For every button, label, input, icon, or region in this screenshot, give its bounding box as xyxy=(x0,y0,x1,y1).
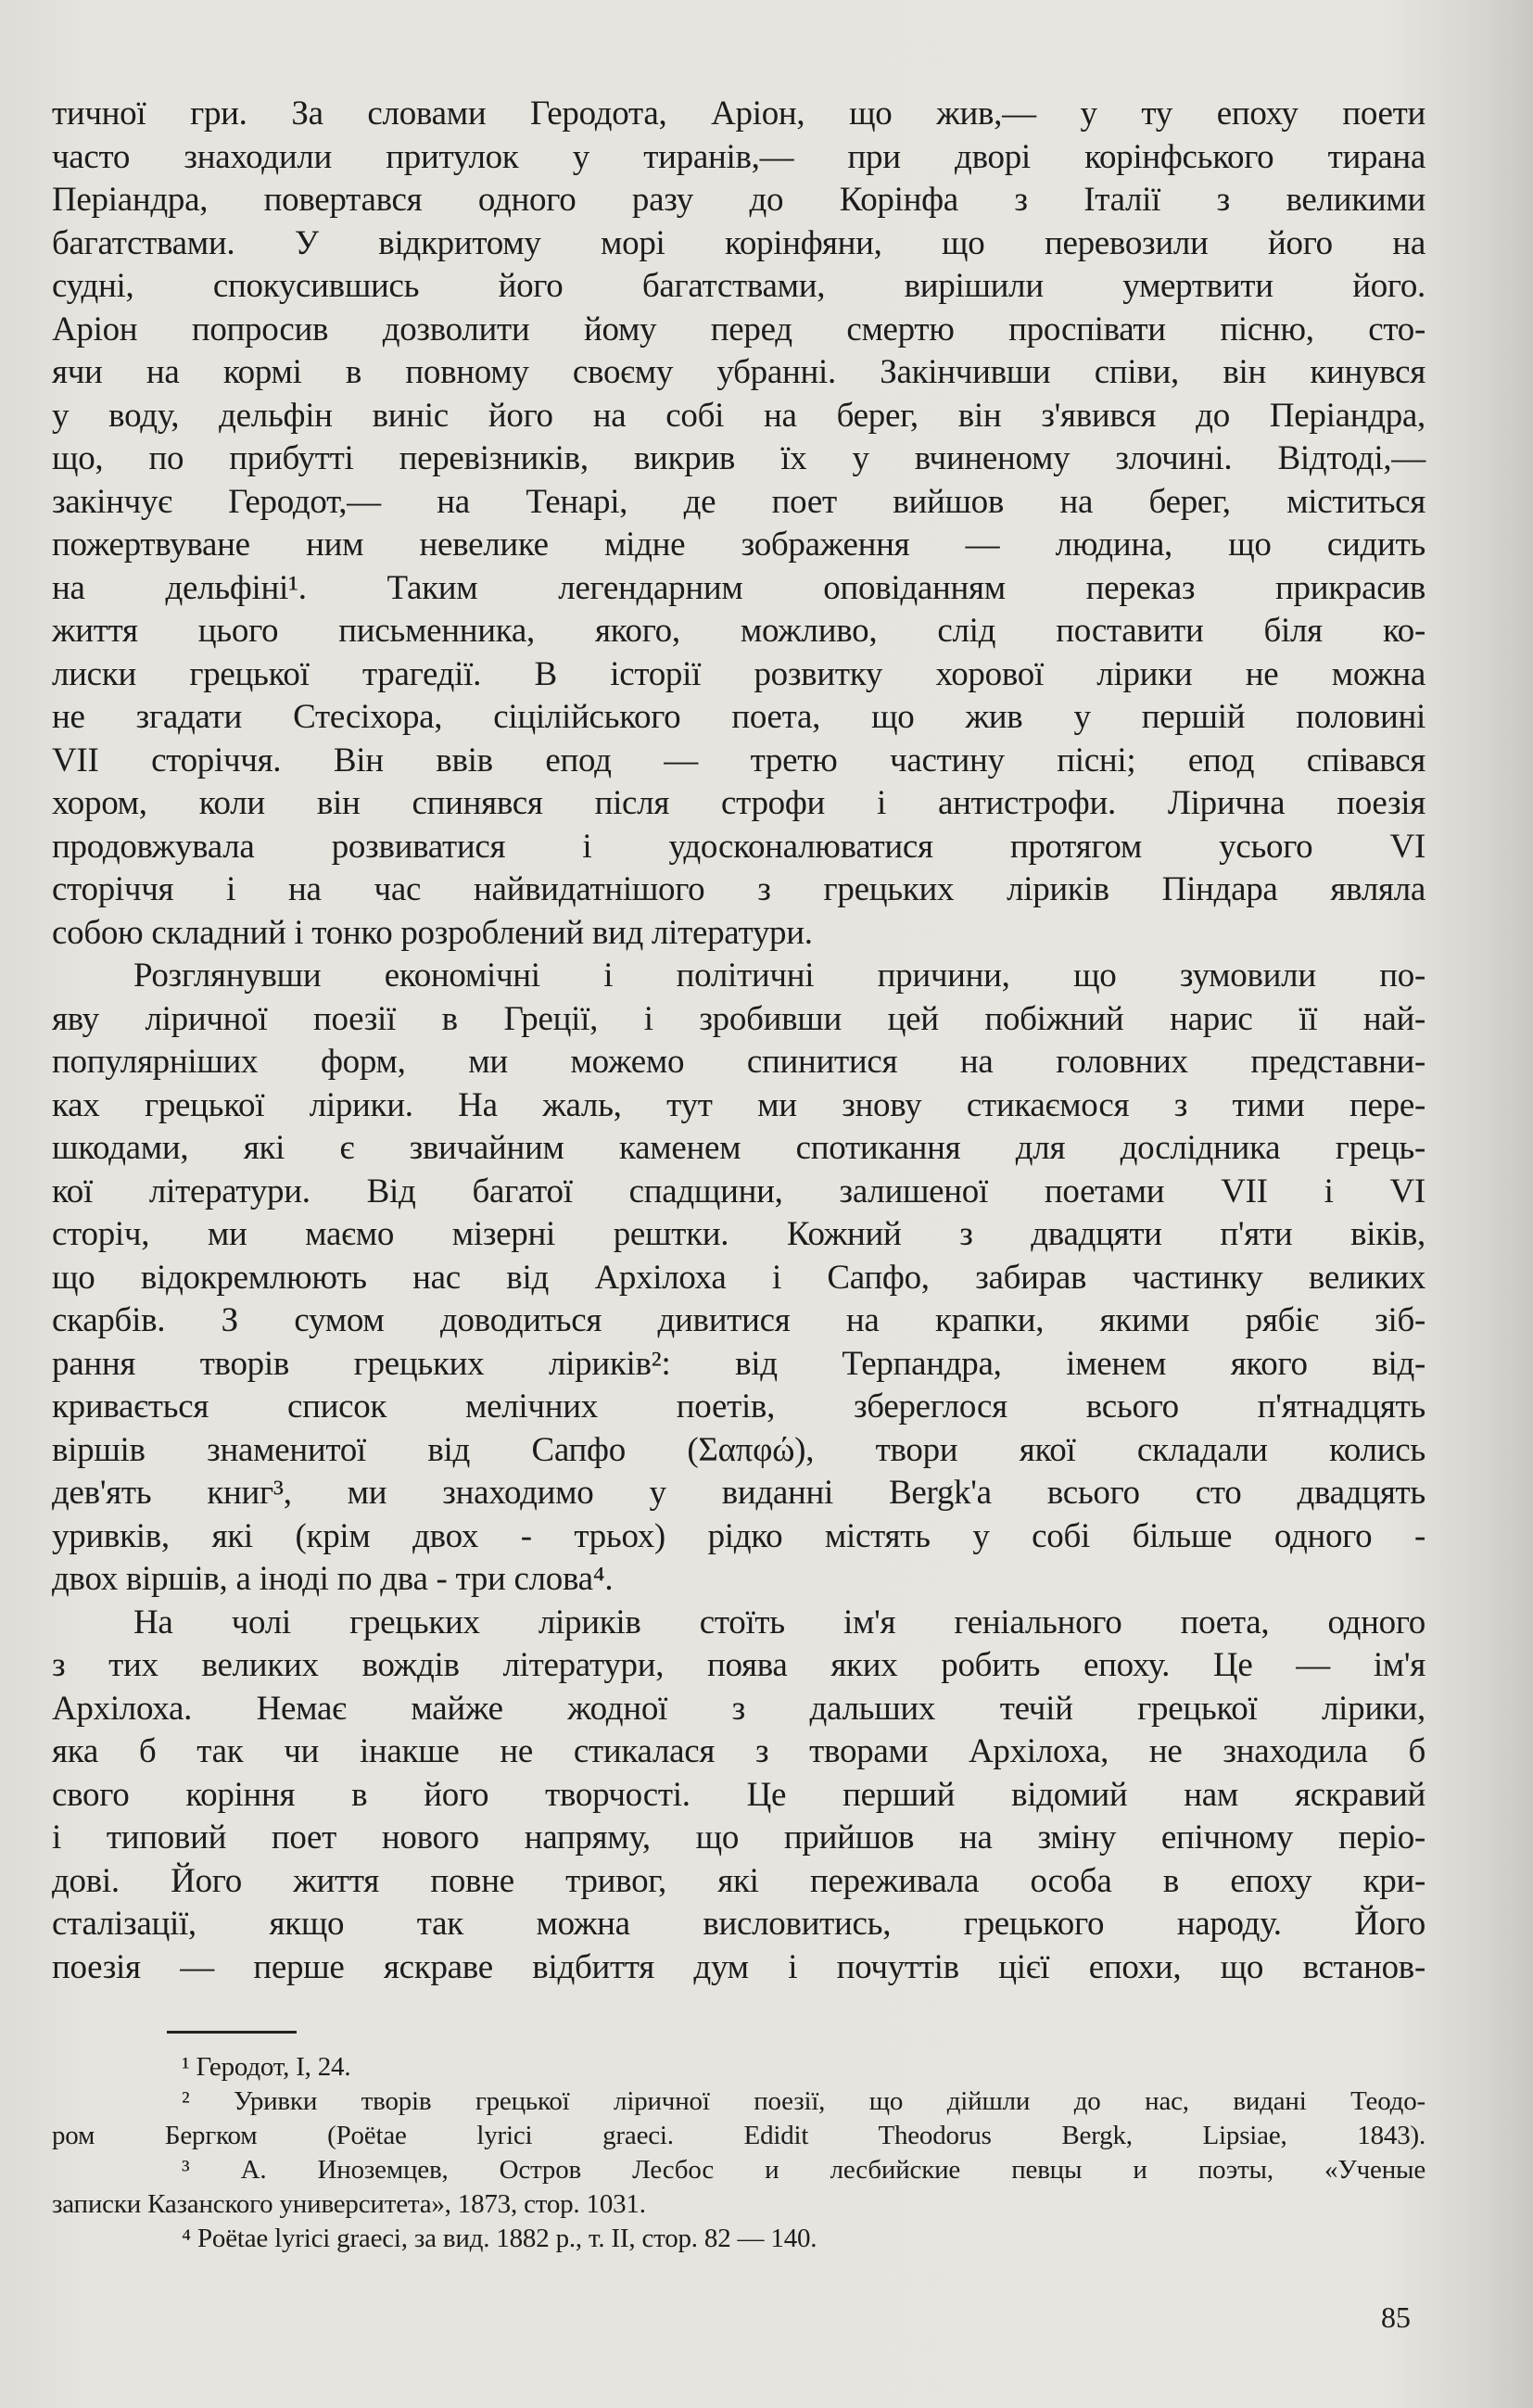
text-line: уривків, які (крім двох - трьох) рідко містять у собі більше одного - xyxy=(52,1516,1425,1555)
text-line: свого коріння в його творчості. Це перший відомий нам яскравий xyxy=(52,1775,1425,1814)
text-line: рання творів грецьких ліриків²: від Терпандра, іменем якого від- xyxy=(52,1344,1425,1383)
text-line: собою складний і тонко розроблений вид літератури. xyxy=(52,913,813,952)
footnote-line: ³ А. Иноземцев, Остров Лесбос и лесбийские певцы и поэты, «Ученые xyxy=(182,2155,1425,2185)
text-line: VII сторіччя. Він ввів епод — третю частину пісні; епод співався xyxy=(52,741,1425,779)
text-line: на дельфіні¹. Таким легендарним оповіданням переказ прикрасив xyxy=(52,568,1425,607)
page-number: 85 xyxy=(1381,2300,1411,2334)
footnote-line: записки Казанского университета», 1873, стор. 1031. xyxy=(52,2189,646,2219)
text-line: Аріон попросив дозволити йому перед смертю проспівати пісню, сто- xyxy=(52,310,1425,349)
text-line: шкодами, які є звичайним каменем спотикання для дослідника грець- xyxy=(52,1129,1425,1167)
text-line: двох віршів, а іноді по два - три слова⁴. xyxy=(52,1560,614,1598)
text-line: судні, спокусившись його багатствами, вирішили умертвити його. xyxy=(52,267,1425,305)
footnotes xyxy=(52,2050,1425,2256)
text-line: Періандра, повертався одного разу до Корінфа з Італії з великими xyxy=(52,181,1425,219)
text-line: ках грецької лірики. На жаль, тут ми знову стикаємося з тими пере- xyxy=(52,1085,1425,1124)
text-line: і типовий поет нового напряму, що прийшов на зміну епічному періо- xyxy=(52,1819,1425,1857)
text-line: яву ліричної поезії в Греції, і зробивши цей побіжний нарис її най- xyxy=(52,999,1425,1038)
footnote-line: ром Бергком (Poëtae lyrici graeci. Edidit Theodorus Bergk, Lipsiae, 1843). xyxy=(52,2121,1425,2150)
text-line: Архілоха. Немає майже жодної з дальших течій грецької лірики, xyxy=(52,1689,1425,1728)
text-line: пожертвуване ним невелике мідне зображення — людина, що сидить xyxy=(52,526,1425,564)
text-line: ячи на кормі в повному своєму убранні. Закінчивши співи, він кинувся xyxy=(52,353,1425,391)
text-line: що відокремлюють нас від Архілоха і Сапфо, забирав частинку великих xyxy=(52,1258,1425,1297)
text-line: скарбів. З сумом доводиться дивитися на крапки, якими рябіє зіб- xyxy=(52,1301,1425,1339)
text-line: віршів знаменитої від Сапфо (Σαπφώ), твори якої складали колись xyxy=(52,1430,1425,1469)
text-line: На чолі грецьких ліриків стоїть ім'я геніального поета, одного xyxy=(133,1603,1425,1641)
text-line: багатствами. У відкритому морі корінфяни, що перевозили його на xyxy=(52,223,1425,262)
text-line: часто знаходили притулок у тиранів,— при дворі корінфського тирана xyxy=(52,137,1425,176)
text-line: дев'ять книг³, ми знаходимо у виданні Bergk'а всього сто двадцять xyxy=(52,1474,1425,1512)
text-line: яка б так чи інакше не стикалася з творами Архілоха, не знаходила б xyxy=(52,1732,1425,1770)
text-line: закінчує Геродот,— на Тенарі, де поет вийшов на берег, міститься xyxy=(52,482,1425,521)
text-line: кої літератури. Від багатої спадщини, залишеної поетами VII і VI xyxy=(52,1172,1425,1210)
text-line: продовжувала розвиватися і удосконалюватися протягом усього VI xyxy=(52,827,1425,866)
text-line: Розглянувши економічні і політичні причини, що зумовили по- xyxy=(133,957,1425,995)
text-line: популярніших форм, ми можемо спинитися на головних представни- xyxy=(52,1043,1425,1081)
text-line: не згадати Стесіхора, сіцілійського поета, що жив у першій половині xyxy=(52,698,1425,736)
body-text xyxy=(52,93,1425,1989)
text-line: сторіччя і на час найвидатнішого з грецьких ліриків Піндара являла xyxy=(52,870,1425,908)
text-line: що, по прибутті перевізників, викрив їх у вчиненому злочині. Відтоді,— xyxy=(52,439,1425,477)
text-line: сторіч, ми маємо мізерні рештки. Кожний з двадцяти п'яти віків, xyxy=(52,1215,1425,1253)
footnote-line: ⁴ Poëtae lyrici graeci, за вид. 1882 р., т. II, стор. 82 — 140. xyxy=(182,2224,817,2253)
footnote-divider xyxy=(167,2031,297,2034)
text-line: хором, коли він спинявся після строфи і антистрофи. Лірична поезія xyxy=(52,784,1425,822)
text-line: життя цього письменника, якого, можливо, слід поставити біля ко- xyxy=(52,612,1425,650)
text-line: тичної гри. За словами Геродота, Аріон, що жив,— у ту епоху поети xyxy=(52,95,1425,133)
text-line: у воду, дельфін виніс його на собі на берег, він з'явився до Періандра, xyxy=(52,396,1425,435)
footnote-line: ² Уривки творів грецької ліричної поезії, що дійшли до нас, видані Теодо- xyxy=(182,2086,1425,2116)
text-line: сталізації, якщо так можна висловитись, грецького народу. Його xyxy=(52,1905,1425,1943)
text-line: дові. Його життя повне тривог, які переживала особа в епоху кри- xyxy=(52,1861,1425,1900)
text-line: з тих великих вождів літератури, поява яких робить епоху. Це — ім'я xyxy=(52,1646,1425,1684)
text-line: лиски грецької трагедії. В історії розвитку хорової лірики не можна xyxy=(52,654,1425,693)
footnote-line: ¹ Геродот, I, 24. xyxy=(182,2052,351,2082)
text-line: кривається список мелічних поетів, збереглося всього п'ятнадцять xyxy=(52,1388,1425,1426)
text-line: поезія — перше яскраве відбиття дум і почуттів цієї епохи, що встанов- xyxy=(52,1947,1425,1986)
